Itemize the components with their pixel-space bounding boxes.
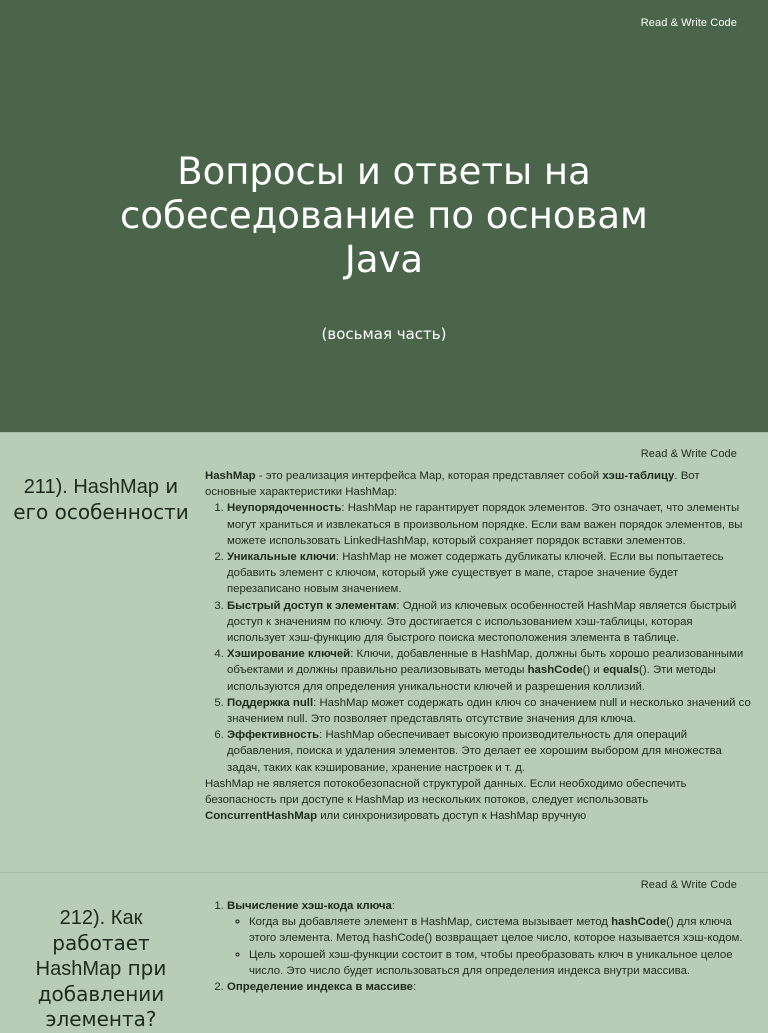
list-item [227,549,753,598]
item-term: Быстрый доступ к элементам [227,599,397,612]
item-text: : HashMap не гарантирует порядок элементов. Это означает, что элементы могут храниться и извлекаться в произвольном порядке. Если вам важен порядок элементов, вы можете использовать LinkedHashMap, который сохраняет порядок вставки элементов. [227,502,743,547]
item-term: Эффективность [227,729,320,742]
list-item [227,500,753,549]
outro-paragraph [205,776,753,825]
item-bold-method: hashCode [527,664,583,677]
list-item [227,695,753,727]
outro-text: HashMap не является потокобезопасной структурой данных. Если необходимо обеспечить безопасность при доступе к HashMap из нескольких потоков, следует использовать [205,777,687,807]
question-212-slide [0,872,768,1033]
outro-text-end: или синхронизировать доступ к HashMap вручную [317,810,587,823]
outro-bold-term: ConcurrentHashMap [205,810,318,823]
question-212-title [6,905,196,1032]
question-211-title-num: 211). HashMap [23,476,159,498]
item-text: : HashMap может содержать один ключ со значением null и несколько значений со значением null. Это позволяет представлять отсутствие значения для ключа. [227,696,751,726]
question-212-title-num: 212). Как [59,907,143,929]
brand-label: Read & Write Code [640,448,737,460]
features-list [205,500,753,775]
item-term: Определение индекса в массиве [227,981,414,994]
page-title: Вопросы и ответы на собеседование по основам Java [120,150,648,281]
question-212-title-mono: HashMap [35,958,122,980]
item-text: : HashMap обеспечивает высокую производительность для операций добавления, поиска и удаления элементов. Это делает ее хорошим выбором для множества задач, таких как кэширование, хранение настроек и т. д. [227,729,722,774]
item-term: Неупорядоченность [227,502,342,515]
sub-item-text: () для ключа этого элемента. Метод hashCode() возвращает целое число, которое называется хэш-кодом. [249,916,743,945]
item-text: : Одной из ключевых особенностей HashMap является быстрый доступ к значениям по ключу. Это достигается с использованием хэш-таблицы, которая использует хэш-функцию для быстрого поиска местоположения элемента в таблице. [227,599,737,645]
sub-list [227,914,753,979]
brand-label: Read & Write Code [640,879,737,891]
intro-text: - это реализация интерфейса Map, которая представляет собой [255,470,603,482]
sub-item-text: Цель хорошей хэш-функции состоит в том, чтобы преобразовать ключ в уникальное целое число. Это число будет использоваться для определения индекса внутри массива. [249,948,733,977]
list-item [227,598,753,647]
item-term: Поддержка null [227,696,314,709]
intro-text-end: . Вот основные характеристики HashMap: [205,470,700,499]
sub-item-bold: hashCode [611,916,667,929]
list-item [227,979,753,995]
item-text: () и [582,664,603,677]
question-212-answer [205,898,753,995]
intro-bold-term: хэш-таблицу [602,470,675,482]
question-212-title-line2: работает [52,931,150,955]
list-item [227,727,753,776]
item-text: (). Эти методы используются для определения уникальности ключей и разрешения коллизий. [227,664,716,693]
page-subtitle: (восьмая часть) [321,325,447,343]
list-item [227,646,753,695]
item-text: : [413,981,417,994]
question-211-slide [0,432,768,873]
steps-list [205,898,753,995]
item-term: Вычисление хэш-кода ключа [227,900,392,912]
list-item [227,898,753,979]
item-term: Уникальные ключи [227,551,336,564]
sub-list-item [249,947,753,979]
sub-list-item [249,914,753,946]
brand-label: Read & Write Code [640,17,737,29]
sub-item-text: Когда вы добавляете элемент в HashMap, система вызывает метод [249,916,612,929]
intro-paragraph [205,468,753,500]
item-text: : Ключи, добавленные в HashMap, должны быть хорошо реализованными объектами и должны правильно реализовывать методы [227,648,744,677]
item-bold-method: equals [602,664,640,677]
title-slide [0,0,768,432]
item-term: Хэширование ключей [227,648,351,661]
question-211-answer [205,468,753,824]
item-text: : HashMap не может содержать дубликаты ключей. Если вы попытаетесь добавить элемент с ключом, который уже существует в мапе, старое значение будет перезаписано новым значением. [227,551,724,596]
intro-term: HashMap [205,470,256,482]
item-text: : [391,900,396,912]
question-211-title-rest: и его особенности [13,474,189,524]
question-211-title [6,474,196,525]
question-212-title-rest: при добавлении элемента? [37,956,167,1031]
